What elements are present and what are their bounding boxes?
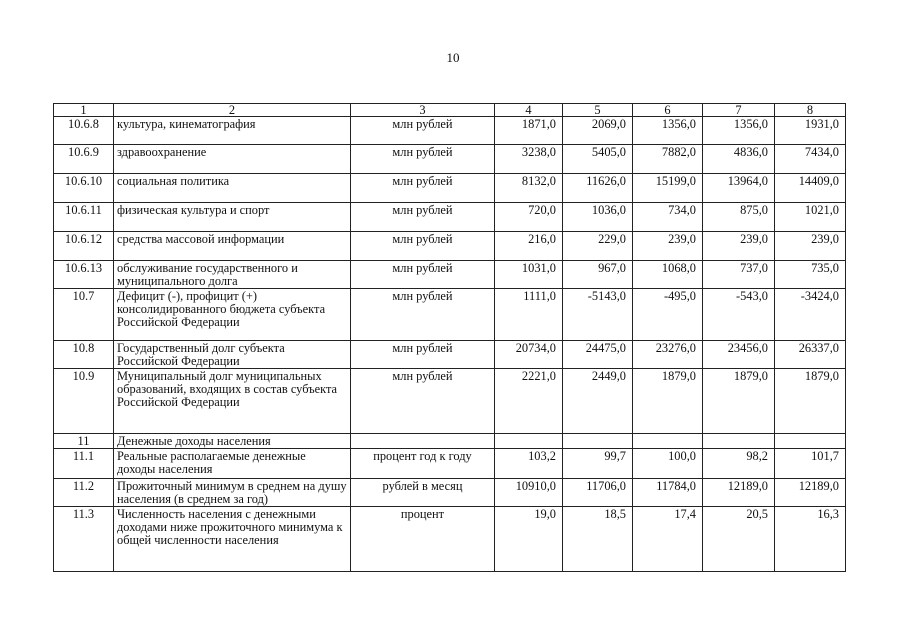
row-unit-cell: млн рублей	[351, 174, 495, 203]
row-value-cell: 11626,0	[563, 174, 633, 203]
row-value-cell: 1871,0	[495, 117, 563, 145]
row-number-cell: 11.2	[54, 479, 114, 507]
row-value-cell: 1879,0	[633, 369, 703, 434]
row-value-cell: 1356,0	[703, 117, 775, 145]
row-value-cell: 24475,0	[563, 341, 633, 369]
row-value-cell: 20734,0	[495, 341, 563, 369]
row-number-cell: 10.9	[54, 369, 114, 434]
row-value-cell: 101,7	[775, 449, 846, 479]
row-unit-cell: процент год к году	[351, 449, 495, 479]
table-row	[54, 145, 846, 174]
row-value-cell: 239,0	[703, 232, 775, 261]
table-row	[54, 232, 846, 261]
row-number-cell: 10.7	[54, 289, 114, 341]
row-value-cell: 239,0	[775, 232, 846, 261]
row-value-cell	[563, 434, 633, 449]
header-cell: 1	[54, 104, 114, 117]
row-value-cell: 1036,0	[563, 203, 633, 232]
table-row	[54, 341, 846, 369]
row-value-cell: 17,4	[633, 507, 703, 572]
row-number-cell: 10.6.13	[54, 261, 114, 289]
row-value-cell: 1879,0	[703, 369, 775, 434]
row-value-cell: 7434,0	[775, 145, 846, 174]
row-value-cell: 1111,0	[495, 289, 563, 341]
header-cell: 6	[633, 104, 703, 117]
row-value-cell: 18,5	[563, 507, 633, 572]
row-unit-cell	[351, 434, 495, 449]
row-name-cell: здравоохранение	[114, 145, 351, 174]
row-value-cell: 239,0	[633, 232, 703, 261]
row-value-cell: 7882,0	[633, 145, 703, 174]
row-value-cell: 1931,0	[775, 117, 846, 145]
header-cell: 4	[495, 104, 563, 117]
row-value-cell: 229,0	[563, 232, 633, 261]
page-number: 10	[446, 50, 460, 65]
row-value-cell: 11706,0	[563, 479, 633, 507]
row-value-cell: 3238,0	[495, 145, 563, 174]
row-value-cell: 967,0	[563, 261, 633, 289]
row-number-cell: 10.6.11	[54, 203, 114, 232]
row-value-cell: 19,0	[495, 507, 563, 572]
row-value-cell: 10910,0	[495, 479, 563, 507]
row-unit-cell: млн рублей	[351, 145, 495, 174]
row-name-cell: Денежные доходы населения	[114, 434, 351, 449]
row-value-cell: 720,0	[495, 203, 563, 232]
table-row	[54, 174, 846, 203]
row-value-cell: 875,0	[703, 203, 775, 232]
row-value-cell: 4836,0	[703, 145, 775, 174]
row-unit-cell: млн рублей	[351, 261, 495, 289]
row-value-cell: -3424,0	[775, 289, 846, 341]
table-header-row	[54, 104, 846, 117]
row-name-cell: Дефицит (-), профицит (+) консолидированного бюджета субъекта Российской Федерации	[114, 289, 351, 341]
row-name-cell: Реальные располагаемые денежные доходы населения	[114, 449, 351, 479]
table-row	[54, 289, 846, 341]
row-unit-cell: млн рублей	[351, 203, 495, 232]
row-unit-cell: процент	[351, 507, 495, 572]
header-cell: 7	[703, 104, 775, 117]
row-number-cell: 10.8	[54, 341, 114, 369]
row-value-cell: 103,2	[495, 449, 563, 479]
row-number-cell: 10.6.8	[54, 117, 114, 145]
row-value-cell: -5143,0	[563, 289, 633, 341]
table-row	[54, 369, 846, 434]
row-value-cell: 20,5	[703, 507, 775, 572]
row-value-cell: 216,0	[495, 232, 563, 261]
table-row	[54, 434, 846, 449]
row-value-cell: 2449,0	[563, 369, 633, 434]
row-value-cell: 2221,0	[495, 369, 563, 434]
row-name-cell: Государственный долг субъекта Российской Федерации	[114, 341, 351, 369]
table-row	[54, 203, 846, 232]
row-value-cell	[633, 434, 703, 449]
row-value-cell: 5405,0	[563, 145, 633, 174]
row-value-cell: 99,7	[563, 449, 633, 479]
row-name-cell: физическая культура и спорт	[114, 203, 351, 232]
header-cell: 2	[114, 104, 351, 117]
row-name-cell: социальная политика	[114, 174, 351, 203]
row-unit-cell: млн рублей	[351, 117, 495, 145]
row-number-cell: 11.1	[54, 449, 114, 479]
row-value-cell: 12189,0	[775, 479, 846, 507]
row-name-cell: Прожиточный минимум в среднем на душу населения (в среднем за год)	[114, 479, 351, 507]
row-value-cell: 735,0	[775, 261, 846, 289]
row-number-cell: 11.3	[54, 507, 114, 572]
header-cell: 3	[351, 104, 495, 117]
table-row	[54, 449, 846, 479]
header-cell: 5	[563, 104, 633, 117]
row-value-cell: 1068,0	[633, 261, 703, 289]
row-value-cell: 1356,0	[633, 117, 703, 145]
table-row	[54, 479, 846, 507]
table-row	[54, 507, 846, 572]
row-value-cell: 98,2	[703, 449, 775, 479]
row-value-cell: 23276,0	[633, 341, 703, 369]
row-number-cell: 10.6.9	[54, 145, 114, 174]
row-unit-cell: млн рублей	[351, 341, 495, 369]
row-value-cell: 14409,0	[775, 174, 846, 203]
row-value-cell: 734,0	[633, 203, 703, 232]
row-value-cell: 23456,0	[703, 341, 775, 369]
row-value-cell: -495,0	[633, 289, 703, 341]
row-name-cell: обслуживание государственного и муниципального долга	[114, 261, 351, 289]
row-number-cell: 10.6.12	[54, 232, 114, 261]
row-value-cell: 737,0	[703, 261, 775, 289]
row-value-cell: 8132,0	[495, 174, 563, 203]
row-value-cell	[703, 434, 775, 449]
row-number-cell: 11	[54, 434, 114, 449]
header-cell: 8	[775, 104, 846, 117]
row-value-cell: 12189,0	[703, 479, 775, 507]
row-value-cell: 11784,0	[633, 479, 703, 507]
row-value-cell: 1879,0	[775, 369, 846, 434]
row-unit-cell: млн рублей	[351, 369, 495, 434]
row-name-cell: Муниципальный долг муниципальных образований, входящих в состав субъекта Российской Федерации	[114, 369, 351, 434]
row-value-cell: 1031,0	[495, 261, 563, 289]
row-value-cell: 26337,0	[775, 341, 846, 369]
row-name-cell: средства массовой информации	[114, 232, 351, 261]
row-value-cell: 100,0	[633, 449, 703, 479]
row-number-cell: 10.6.10	[54, 174, 114, 203]
row-value-cell	[495, 434, 563, 449]
table-row	[54, 117, 846, 145]
row-value-cell: 15199,0	[633, 174, 703, 203]
table-row	[54, 261, 846, 289]
row-value-cell: 1021,0	[775, 203, 846, 232]
row-value-cell: -543,0	[703, 289, 775, 341]
row-unit-cell: рублей в месяц	[351, 479, 495, 507]
row-unit-cell: млн рублей	[351, 232, 495, 261]
data-table	[53, 103, 846, 572]
row-name-cell: культура, кинематография	[114, 117, 351, 145]
row-value-cell	[775, 434, 846, 449]
row-value-cell: 2069,0	[563, 117, 633, 145]
row-value-cell: 13964,0	[703, 174, 775, 203]
row-name-cell: Численность населения с денежными доходами ниже прожиточного минимума к общей численности населения	[114, 507, 351, 572]
row-unit-cell: млн рублей	[351, 289, 495, 341]
row-value-cell: 16,3	[775, 507, 846, 572]
